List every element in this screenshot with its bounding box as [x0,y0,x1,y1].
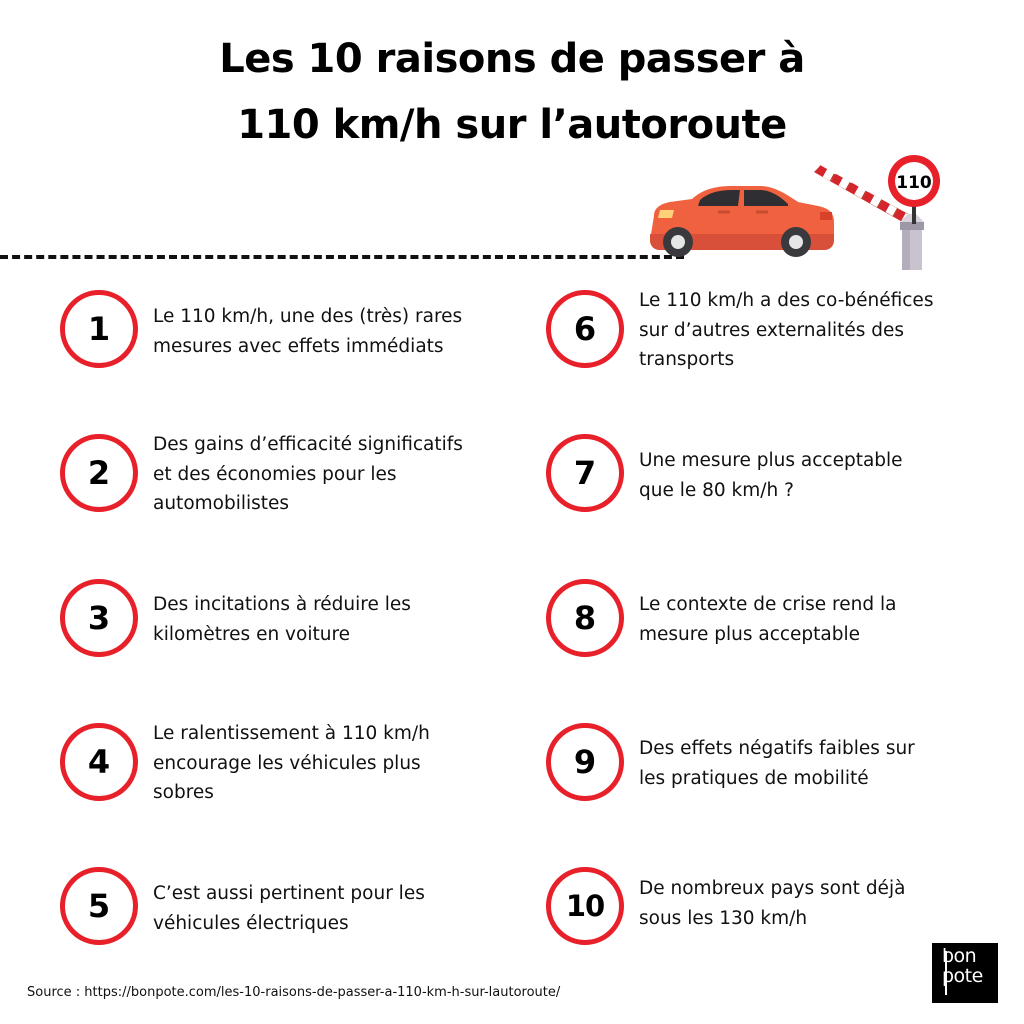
reason-item-8 [546,575,986,675]
reason-number-badge: 7 [546,434,624,512]
reason-text [639,734,999,793]
reason-number-badge: 6 [546,290,624,368]
speed-limit-sign-icon [888,155,940,207]
source-citation: Source : https://bonpote.com/les-10-raisons-de-passer-a-110-km-h-sur-lautoroute/ [27,985,561,1000]
car-and-barrier-illustration [640,150,960,275]
reason-text-line: Une mesure plus acceptable [639,450,903,471]
reason-text-line: Des gains d’efficacité significatifs [153,434,463,455]
reason-item-5 [60,863,500,963]
reason-text-line: Le 110 km/h, une des (très) rares [153,306,463,327]
reason-item-9 [546,719,986,819]
reason-number-badge: 9 [546,723,624,801]
reason-text-line: sobres [153,782,214,803]
reason-number-badge: 3 [60,579,138,657]
reason-number-badge: 1 [60,290,138,368]
reason-text-line: Des incitations à réduire les [153,594,411,615]
bonpote-logo [932,943,998,1003]
reason-text-line: que le 80 km/h ? [639,479,794,501]
reason-text-line: De nombreux pays sont déjà [639,878,906,899]
reason-text-line: kilomètres en voiture [153,623,351,645]
reason-item-2 [60,430,500,530]
title-line-1: Les 10 raisons de passer à [219,36,805,82]
car-icon [650,186,834,257]
reason-number-badge: 2 [60,434,138,512]
logo-text-top: bon [942,945,977,967]
reason-text-line: les pratiques de mobilité [639,767,869,789]
reason-text [153,302,513,361]
reason-item-3 [60,575,500,675]
reason-item-7 [546,430,986,530]
logo-text-bottom: pote [942,965,983,987]
reason-text [639,446,999,505]
reason-text-line: mesure plus acceptable [639,623,861,645]
reason-number-badge: 4 [60,723,138,801]
reason-text-line: sur d’autres externalités des [639,319,905,341]
reason-text-line: encourage les véhicules plus [153,752,421,774]
title-line-2: 110 km/h sur l’autoroute [237,102,787,148]
reason-item-4 [60,719,500,819]
page-title [0,26,1024,158]
reason-text-line: Le contexte de crise rend la [639,594,897,615]
reason-text-line: Le 110 km/h a des co-bénéfices [639,290,934,311]
speed-limit-value: 110 [896,173,932,193]
reason-text [153,430,513,519]
reason-text-line: sous les 130 km/h [639,907,808,929]
reason-item-6 [546,286,986,386]
reason-number-badge: 8 [546,579,624,657]
dashed-road-line [0,255,684,259]
reason-text [153,879,513,938]
reason-text-line: Des effets négatifs faibles sur [639,738,915,759]
reason-text-line: automobilistes [153,493,290,514]
reason-text [153,719,513,808]
reason-item-1 [60,286,500,386]
reason-number-badge: 5 [60,867,138,945]
reason-text-line: transports [639,349,735,370]
reason-text-line: mesures avec effets immédiats [153,335,444,357]
reason-text [639,286,999,375]
reason-text-line: C’est aussi pertinent pour les [153,883,425,904]
reason-item-10 [546,863,986,963]
reason-text [639,590,999,649]
reason-text [153,590,513,649]
reason-text-line: Le ralentissement à 110 km/h [153,723,430,744]
reason-number-badge: 10 [546,867,624,945]
reason-text-line: et des économies pour les [153,463,397,485]
reason-text [639,874,999,933]
reason-text-line: véhicules électriques [153,912,349,934]
